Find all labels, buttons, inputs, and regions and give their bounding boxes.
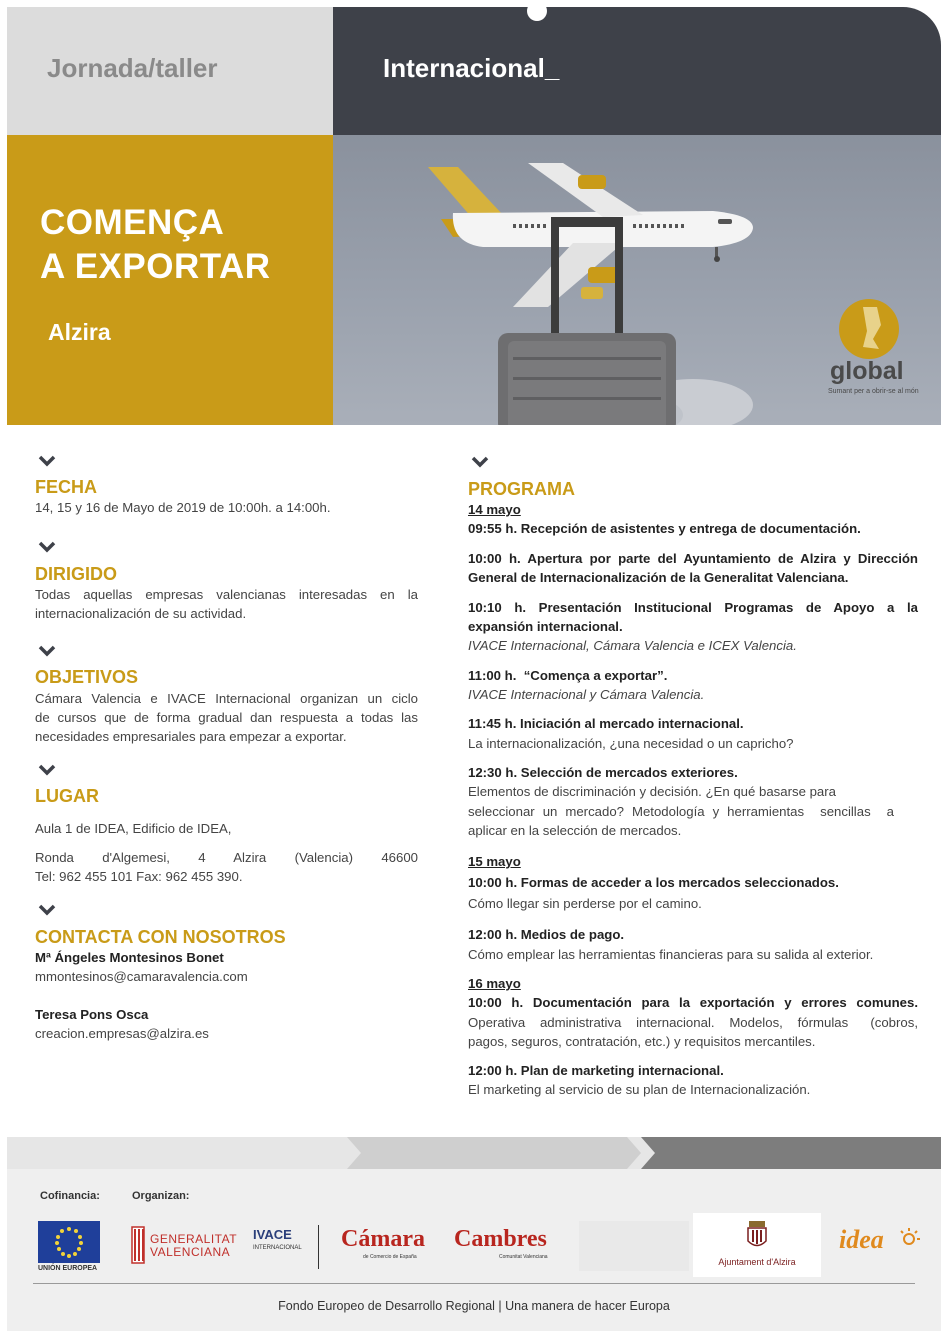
chevron-down-icon [38, 645, 56, 657]
lugar-line3: Tel: 962 455 101 Fax: 962 455 390. [35, 869, 243, 884]
camara-logo-sub: de Comercio de España [363, 1254, 417, 1260]
header-banner [7, 7, 941, 425]
program-item-10-line2: El marketing al servicio de su plan de Internacionalización. [468, 1082, 811, 1097]
dirigido-line2: internacionalización de su actividad. [35, 606, 247, 621]
contact-email-1[interactable]: mmontesinos@camaravalencia.com [35, 969, 248, 984]
ajuntament-crest-icon [745, 1219, 769, 1251]
program-item-6-line4: aplicar en la selección de mercados. [468, 823, 682, 838]
lugar-line1: Aula 1 de IDEA, Edificio de IDEA, [35, 821, 232, 836]
airplane-wing-upper [528, 163, 643, 217]
event-category-label: Internacional_ [383, 53, 560, 83]
header-top-left [7, 7, 333, 135]
chevron-down-icon [38, 541, 56, 553]
program-item-7-line1: 10:00 h. Formas de acceder a los mercados seleccionados. [468, 875, 839, 890]
chevron-down-icon [38, 455, 56, 467]
chevron-down-icon [38, 764, 56, 776]
footer-band [7, 1137, 941, 1169]
fecha-heading: FECHA [35, 477, 97, 497]
suitcase-handle-grip [551, 217, 623, 227]
day-3-label: 16 mayo [468, 976, 521, 991]
contact-name-2: Teresa Pons Osca [35, 1007, 149, 1022]
airplane-tail [428, 167, 503, 219]
program-item-6-line3: seleccionar un mercado? Metodología y herramientas sencillas a [468, 804, 894, 819]
ajuntament-logo-label: Ajuntament d'Alzira [718, 1257, 796, 1267]
generalitat-logo-line2: VALENCIANA [150, 1245, 231, 1259]
program-item-3-line2: expansión internacional. [468, 619, 623, 634]
header-notch [527, 1, 547, 21]
footer [7, 1137, 941, 1331]
header-title-panel [7, 135, 333, 425]
suitcase-handle-bar [551, 217, 559, 337]
camara-logo: Cámara [341, 1226, 425, 1252]
program-item-3-line3: IVACE Internacional, Cámara Valencia e ICEX Valencia. [468, 638, 797, 653]
event-title-line1: COMENÇA [40, 203, 225, 242]
generalitat-logo-line1: GENERALITAT [150, 1232, 238, 1246]
eu-label: UNIÓN EUROPEA [38, 1265, 98, 1272]
chevron-down-icon [471, 456, 489, 468]
global-brand: global [830, 357, 904, 385]
generalitat-crest-icon [128, 1223, 148, 1267]
header-top-right [333, 7, 941, 135]
footer-funding-text: Fondo Europeo de Desarrollo Regional | Una manera de hacer Europa [278, 1299, 670, 1313]
event-type-label: Jornada/taller [47, 53, 218, 83]
program-item-8-line1: 12:00 h. Medios de pago. [468, 927, 625, 942]
program-item-5-line1: 11:45 h. Iniciación al mercado internacional. [468, 716, 744, 731]
program-item-2-line2: General de Internacionalización de la Generalitat Valenciana. [468, 570, 849, 585]
event-title-line2: A EXPORTAR [40, 247, 271, 286]
chevron-down-icon [38, 904, 56, 916]
program-item-4-line1: 11:00 h. “Comença a exportar”. [468, 668, 668, 683]
logo-divider [318, 1225, 319, 1269]
event-title [40, 201, 271, 289]
organizan-label: Organizan: [132, 1190, 190, 1202]
footer-arrows-decoration [7, 1137, 941, 1169]
program-item-9-line2: Operativa administrativa internacional. Modelos, fórmulas (cobros, [468, 1015, 918, 1030]
program-item-9-line3: pagos, seguros, contratación, etc.) y requisitos mercantiles. [468, 1034, 816, 1049]
program-item-1: 09:55 h. Recepción de asistentes y entrega de documentación. [468, 521, 861, 536]
objetivos-line1: Cámara Valencia e IVACE Internacional organizan un ciclo [35, 691, 418, 706]
objetivos-line3: necesidades empresariales para empezar a exportar. [35, 729, 347, 744]
lugar-heading: LUGAR [35, 786, 99, 806]
day-2-label: 15 mayo [468, 854, 521, 869]
objetivos-heading: OBJETIVOS [35, 667, 139, 687]
program-item-3-line1: 10:10 h. Presentación Institucional Programas de Apoyo a la [468, 600, 918, 615]
program-item-7-line2: Cómo llegar sin perderse por el camino. [468, 896, 702, 911]
day-1-label: 14 mayo [468, 502, 521, 517]
contacto-heading: CONTACTA CON NOSOTROS [35, 927, 286, 947]
program-item-9-line1: 10:00 h. Documentación para la exportación y errores comunes. [468, 995, 918, 1010]
cofinancia-label: Cofinancia: [40, 1190, 100, 1202]
footer-separator [33, 1283, 915, 1284]
objetivos-line2: de cursos que de forma gradual dan respuesta a todas las [35, 710, 418, 725]
dirigido-heading: DIRIGIDO [35, 564, 118, 584]
idea-logo: idea [839, 1225, 884, 1254]
cambres-logo: Cambres [454, 1226, 547, 1252]
eu-flag-icon [38, 1221, 100, 1263]
event-city: Alzira [48, 319, 111, 345]
program-item-4-line2: IVACE Internacional y Cámara Valencia. [468, 687, 705, 702]
generalitat-logo [150, 1233, 237, 1259]
programa-heading: PROGRAMA [468, 479, 575, 499]
cambres-logo-sub: Comunitat Valenciana [499, 1254, 548, 1260]
sun-icon [897, 1227, 921, 1251]
dirigido-line1: Todas aquellas empresas valencianas interesadas en la [35, 587, 418, 602]
contact-email-2[interactable]: creacion.empresas@alzira.es [35, 1026, 209, 1041]
contact-name-1: Mª Ángeles Montesinos Bonet [35, 950, 224, 965]
suitcase-handle-bar [615, 217, 623, 337]
ivace-logo-sub: INTERNACIONAL [253, 1245, 302, 1251]
global-brand-tagline: Sumant per a obrir-se al món [828, 388, 919, 395]
program-item-5-line2: La internacionalización, ¿una necesidad o un capricho? [468, 736, 794, 751]
fecha-text: 14, 15 y 16 de Mayo de 2019 de 10:00h. a 14:00h. [35, 500, 331, 515]
airplane-engine [578, 175, 606, 189]
airplane-engine [581, 287, 603, 299]
header-image [333, 135, 941, 425]
program-item-6-line2: Elementos de discriminación y decisión. ¿En qué basarse para [468, 784, 836, 799]
program-item-8-line2: Cómo emplear las herramientas financieras para su salida al exterior. [468, 947, 874, 962]
program-item-6-line1: 12:30 h. Selección de mercados exteriores. [468, 765, 738, 780]
ajuntament-logo [693, 1213, 821, 1277]
program-item-2-line1: 10:00 h. Apertura por parte del Ayuntamiento de Alzira y Dirección [468, 551, 918, 566]
program-item-10-line1: 12:00 h. Plan de marketing internacional. [468, 1063, 724, 1078]
lugar-line2: Ronda d'Algemesi, 4 Alzira (Valencia) 46600 [35, 850, 418, 865]
ivace-logo: IVACE [253, 1227, 292, 1242]
logo-placeholder [579, 1221, 689, 1271]
